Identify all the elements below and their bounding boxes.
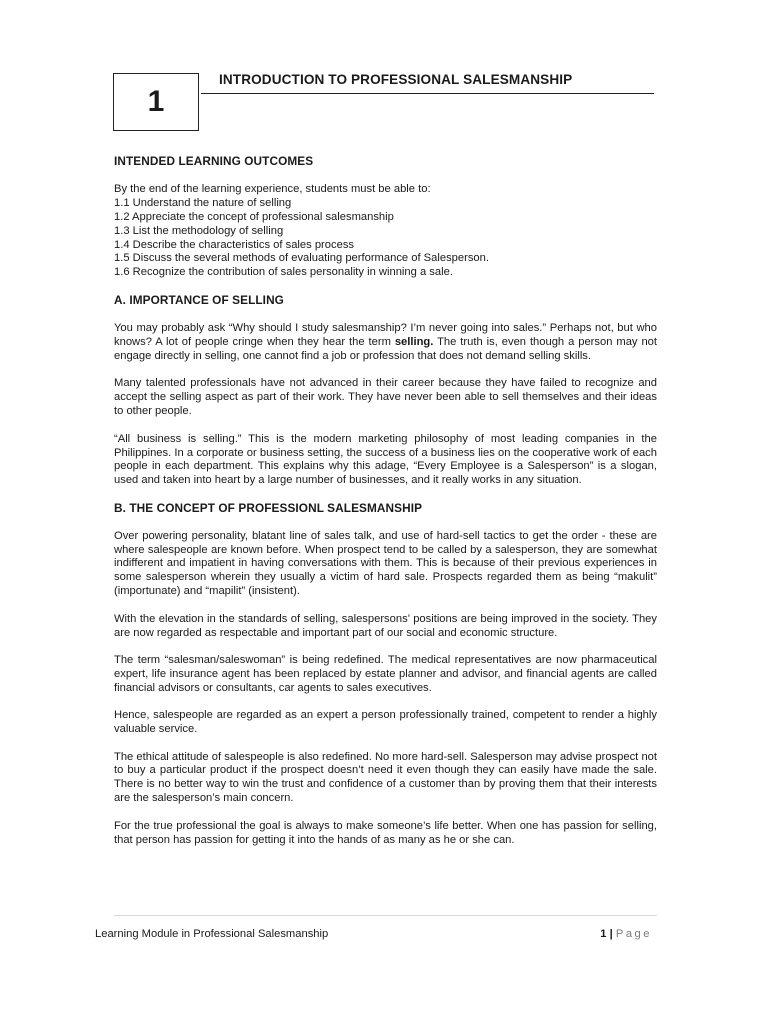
footer-page-indicator <box>600 928 652 940</box>
outcomes-list <box>114 183 657 280</box>
section-a-heading: A. IMPORTANCE OF SELLING <box>114 293 284 308</box>
section-b-paragraph: With the elevation in the standards of selling, salespersons’ positions are being improved in the society. They are now regarded as respectable and important part of our social and economic structure. <box>114 612 657 639</box>
bold-term: selling. <box>394 336 434 349</box>
footer-module-title: Learning Module in Professional Salesmanship <box>95 928 329 940</box>
chapter-number: 1 <box>147 85 165 118</box>
page-content <box>114 155 657 861</box>
outcome-item: 1.6 Recognize the contribution of sales personality in winning a sale. <box>114 266 453 279</box>
section-b-paragraph: The term “salesman/saleswoman” is being redefined. The medical representatives are now pharmaceutical expert, life insurance agent has been replaced by estate planner and advisor, and financial agents are called financial advisors or consultants, car agents to sales executives. <box>114 653 657 694</box>
outcome-item: 1.5 Discuss the several methods of evaluating performance of Salesperson. <box>114 252 489 265</box>
paragraph-text: You may probably ask “Why should I study salesmanship? I’m never going into sales.” Perhaps not, but who knows? A lot of people cringe when they hear the term <box>114 322 657 349</box>
title-underline <box>201 93 654 94</box>
section-a-paragraph: Many talented professionals have not advanced in their career because they have failed to recognize and accept the selling aspect as part of their work. They have never been able to sell themselves and their ideas to other people. <box>114 377 657 418</box>
outcome-item: 1.4 Describe the characteristics of sales process <box>114 238 355 251</box>
section-a-paragraph: “All business is selling.” This is the modern marketing philosophy of most leading companies in the Philippines. In a corporate or business setting, the success of a business lies on the cooperative work of each people in each department. This explains why this adage, “Every Employee is a Salesperson” is a slogan, used and taken into heart by a large number of businesses, and it really works in any situation. <box>114 432 657 487</box>
section-b-paragraph: Over powering personality, blatant line of sales talk, and use of hard-sell tactics to get the order - these are where salespeople are known before. When prospect tend to be called by a salesperson, they are somewhat indifferent and impatient in having conversations with them. This is because of their previous experiences in some salesperson wherein they usually a victim of hard sale. Prospects regarded them as being “makulit” (importunate) and “mapilit” (insistent). <box>114 529 657 598</box>
outcome-item: 1.2 Appreciate the concept of professional salesmanship <box>114 210 394 223</box>
page-separator: | <box>606 928 616 940</box>
section-b-paragraph: For the true professional the goal is always to make someone’s life better. When one has passion for selling, that person has passion for getting it into the hands of as many as he or she can. <box>114 819 657 846</box>
section-b-paragraph: The ethical attitude of salespeople is also redefined. No more hard-sell. Salesperson may advise prospect not to buy a particular product if the prospect doesn’t need it even though they can easily have made the sale. There is no better way to win the trust and confidence of a customer than by proving them that their interests are the salesperson’s main concern. <box>114 750 657 805</box>
outcomes-heading: INTENDED LEARNING OUTCOMES <box>114 154 314 168</box>
chapter-title: INTRODUCTION TO PROFESSIONAL SALESMANSHIP <box>219 72 573 87</box>
section-b-heading: B. THE CONCEPT OF PROFESSIONL SALESMANSHIP <box>114 500 423 515</box>
footer-divider <box>114 915 657 916</box>
outcomes-intro: By the end of the learning experience, students must be able to: <box>114 182 431 195</box>
paragraph-text: The truth is, even though a person may not engage directly in selling, one cannot find a job or profession that does not demand selling skills. <box>114 336 657 362</box>
section-a-paragraph <box>114 322 657 364</box>
outcome-item: 1.1 Understand the nature of selling <box>114 196 292 209</box>
section-b-paragraph: Hence, salespeople are regarded as an expert a person professionally trained, competent to render a highly valuable service. <box>114 709 657 736</box>
chapter-number-box <box>113 73 199 131</box>
outcome-item: 1.3 List the methodology of selling <box>114 224 284 237</box>
page-number: 1 <box>600 928 607 940</box>
page-word: Page <box>615 928 652 940</box>
